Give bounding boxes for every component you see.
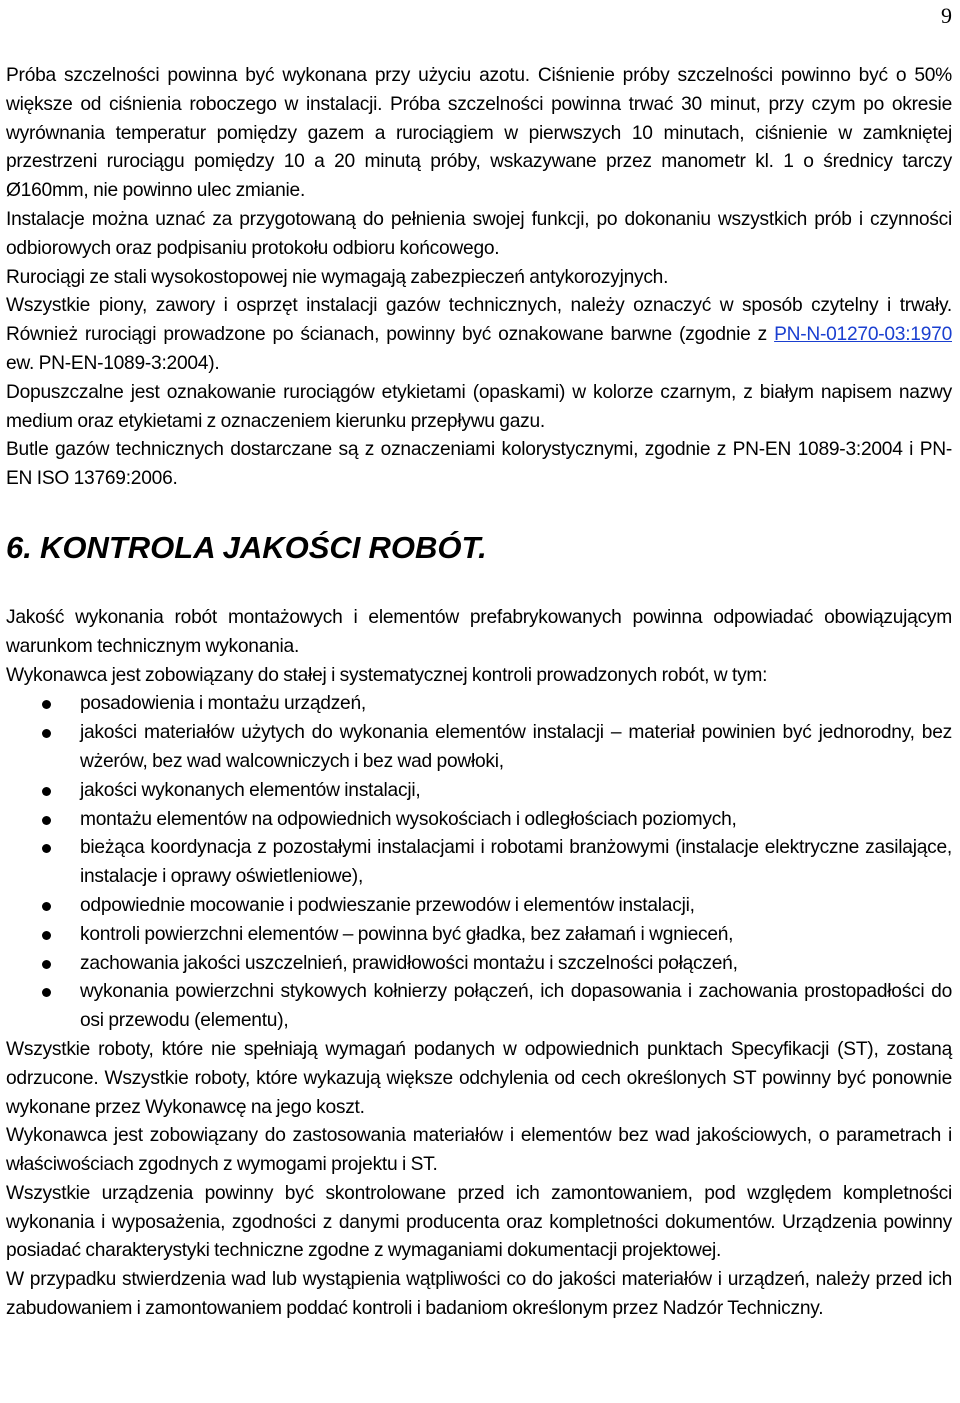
marking-text-end: ew. PN-EN-1089-3:2004). [6, 352, 220, 374]
paragraph-contractor-control: Wykonawca jest zobowiązany do stałej i systematycznej kontroli prowadzonych robót, w tym: [6, 664, 768, 686]
bullet-icon [42, 700, 51, 709]
list-item: odpowiednie mocowanie i podwieszanie przewodów i elementów instalacji, [6, 892, 952, 921]
list-item: wykonania powierzchni stykowych kołnierzy połączeń, ich dopasowania i zachowania prostopadłości do osi przewodu (elementu), [6, 978, 952, 1036]
bullet-icon [42, 988, 51, 997]
paragraph-quality: Jakość wykonania robót montażowych i elementów prefabrykowanych powinna odpowiadać obowiązującym warunkom technicznym wykonania. [6, 606, 952, 657]
paragraph-pressure-test: Próba szczelności powinna być wykonana przy użyciu azotu. Ciśnienie próby szczelności powinno być o 50% większe od ciśnienia roboczego w instalacji. Próba szczelności powinna trwać 30 minut, przy czym po okresie wyrównania temperatur pomiędzy gazem a rurociągiem w pierwszych 10 minutach, ciśnienie w zamkniętej przestrzeni rurociągu pomiędzy 10 a 20 minutą próby, wskazywane przez manometr kl. 1 o średnicy tarczy Ø160mm, nie powinno ulec zmianie. [6, 65, 952, 202]
document-body [6, 62, 952, 1324]
page-number: 9 [941, 3, 952, 28]
paragraph-devices: Wszystkie urządzenia powinny być skontrolowane przed ich zamontowaniem, pod względem kompletności wykonania i wyposażenia, zgodności z danymi producenta oraz kompletności dokumentów. Urządzenia powinny posiadać charakterystyki techniczne zgodne z wymaganiami dokumentacji projektowej. [6, 1182, 952, 1262]
list-item: jakości wykonanych elementów instalacji, [6, 777, 952, 806]
bullet-icon [42, 931, 51, 940]
bullet-icon [42, 787, 51, 796]
list-item: montażu elementów na odpowiednich wysokościach i odległościach poziomych, [6, 806, 952, 835]
bullet-icon [42, 844, 51, 853]
bullet-icon [42, 729, 51, 738]
paragraph-defects: W przypadku stwierdzenia wad lub wystąpienia wątpliwości co do jakości materiałów i urządzeń, należy przed ich zabudowaniem i zamontowaniem poddać kontroli i badaniom określonym przez Nadzór Techniczny. [6, 1269, 952, 1320]
paragraph-rejected-works: Wszystkie roboty, które nie spełniają wymagań podanych w odpowiednich punktach Specyfikacji (ST), zostaną odrzucone. Wszystkie roboty, które wykazują większe odchylenia od cech określonych ST powinny być ponownie wykonane przez Wykonawcę na jego koszt. [6, 1038, 952, 1118]
paragraph-stainless-pipes: Rurociągi ze stali wysokostopowej nie wymagają zabezpieczeń antykorozyjnych. [6, 266, 669, 288]
marking-text-start: Wszystkie piony, zawory i osprzęt instalacji gazów technicznych, należy oznaczyć w sposób czytelny i trwały. Również rurociągi prowadzone po ścianach, powinny być oznakowane barwne (zgodnie z [6, 295, 952, 346]
list-item: zachowania jakości uszczelnień, prawidłowości montażu i szczelności połączeń, [6, 950, 952, 979]
paragraph-installation-ready: Instalacje można uznać za przygotowaną do pełnienia swojej funkcji, po dokonaniu wszystkich prób i czynności odbiorowych oraz podpisaniu protokołu odbioru końcowego. [6, 208, 952, 259]
list-item: bieżąca koordynacja z pozostałymi instalacjami i robotami branżowymi (instalacje elektryczne zasilające, instalacje i oprawy oświetleniowe), [6, 834, 952, 892]
paragraph-marking [6, 292, 952, 378]
bullet-icon [42, 960, 51, 969]
control-list [6, 690, 952, 1036]
paragraph-materials: Wykonawca jest zobowiązany do zastosowania materiałów i elementów bez wad jakościowych, o parametrach i właściwościach zgodnych z wymogami projektu i ST. [6, 1125, 952, 1176]
standard-link[interactable]: PN-N-01270-03:1970 [774, 324, 952, 346]
list-item: posadowienia i montażu urządzeń, [6, 690, 952, 719]
bullet-icon [42, 816, 51, 825]
paragraph-labels: Dopuszczalne jest oznakowanie rurociągów etykietami (opaskami) w kolorze czarnym, z białym napisem nazwy medium oraz etykietami z oznaczeniem kierunku przepływu gazu. [6, 381, 952, 432]
paragraph-cylinders: Butle gazów technicznych dostarczane są z oznaczeniami kolorystycznymi, zgodnie z PN-EN 1089-3:2004 i PN-EN ISO 13769:2006. [6, 439, 952, 490]
bullet-icon [42, 902, 51, 911]
section-heading: 6. KONTROLA JAKOŚCI ROBÓT. [6, 529, 487, 565]
list-item: kontroli powierzchni elementów – powinna być gładka, bez załamań i wgnieceń, [6, 921, 952, 950]
list-item: jakości materiałów użytych do wykonania elementów instalacji – materiał powinien być jednorodny, bez wżerów, bez wad walcowniczych i bez wad powłoki, [6, 719, 952, 777]
